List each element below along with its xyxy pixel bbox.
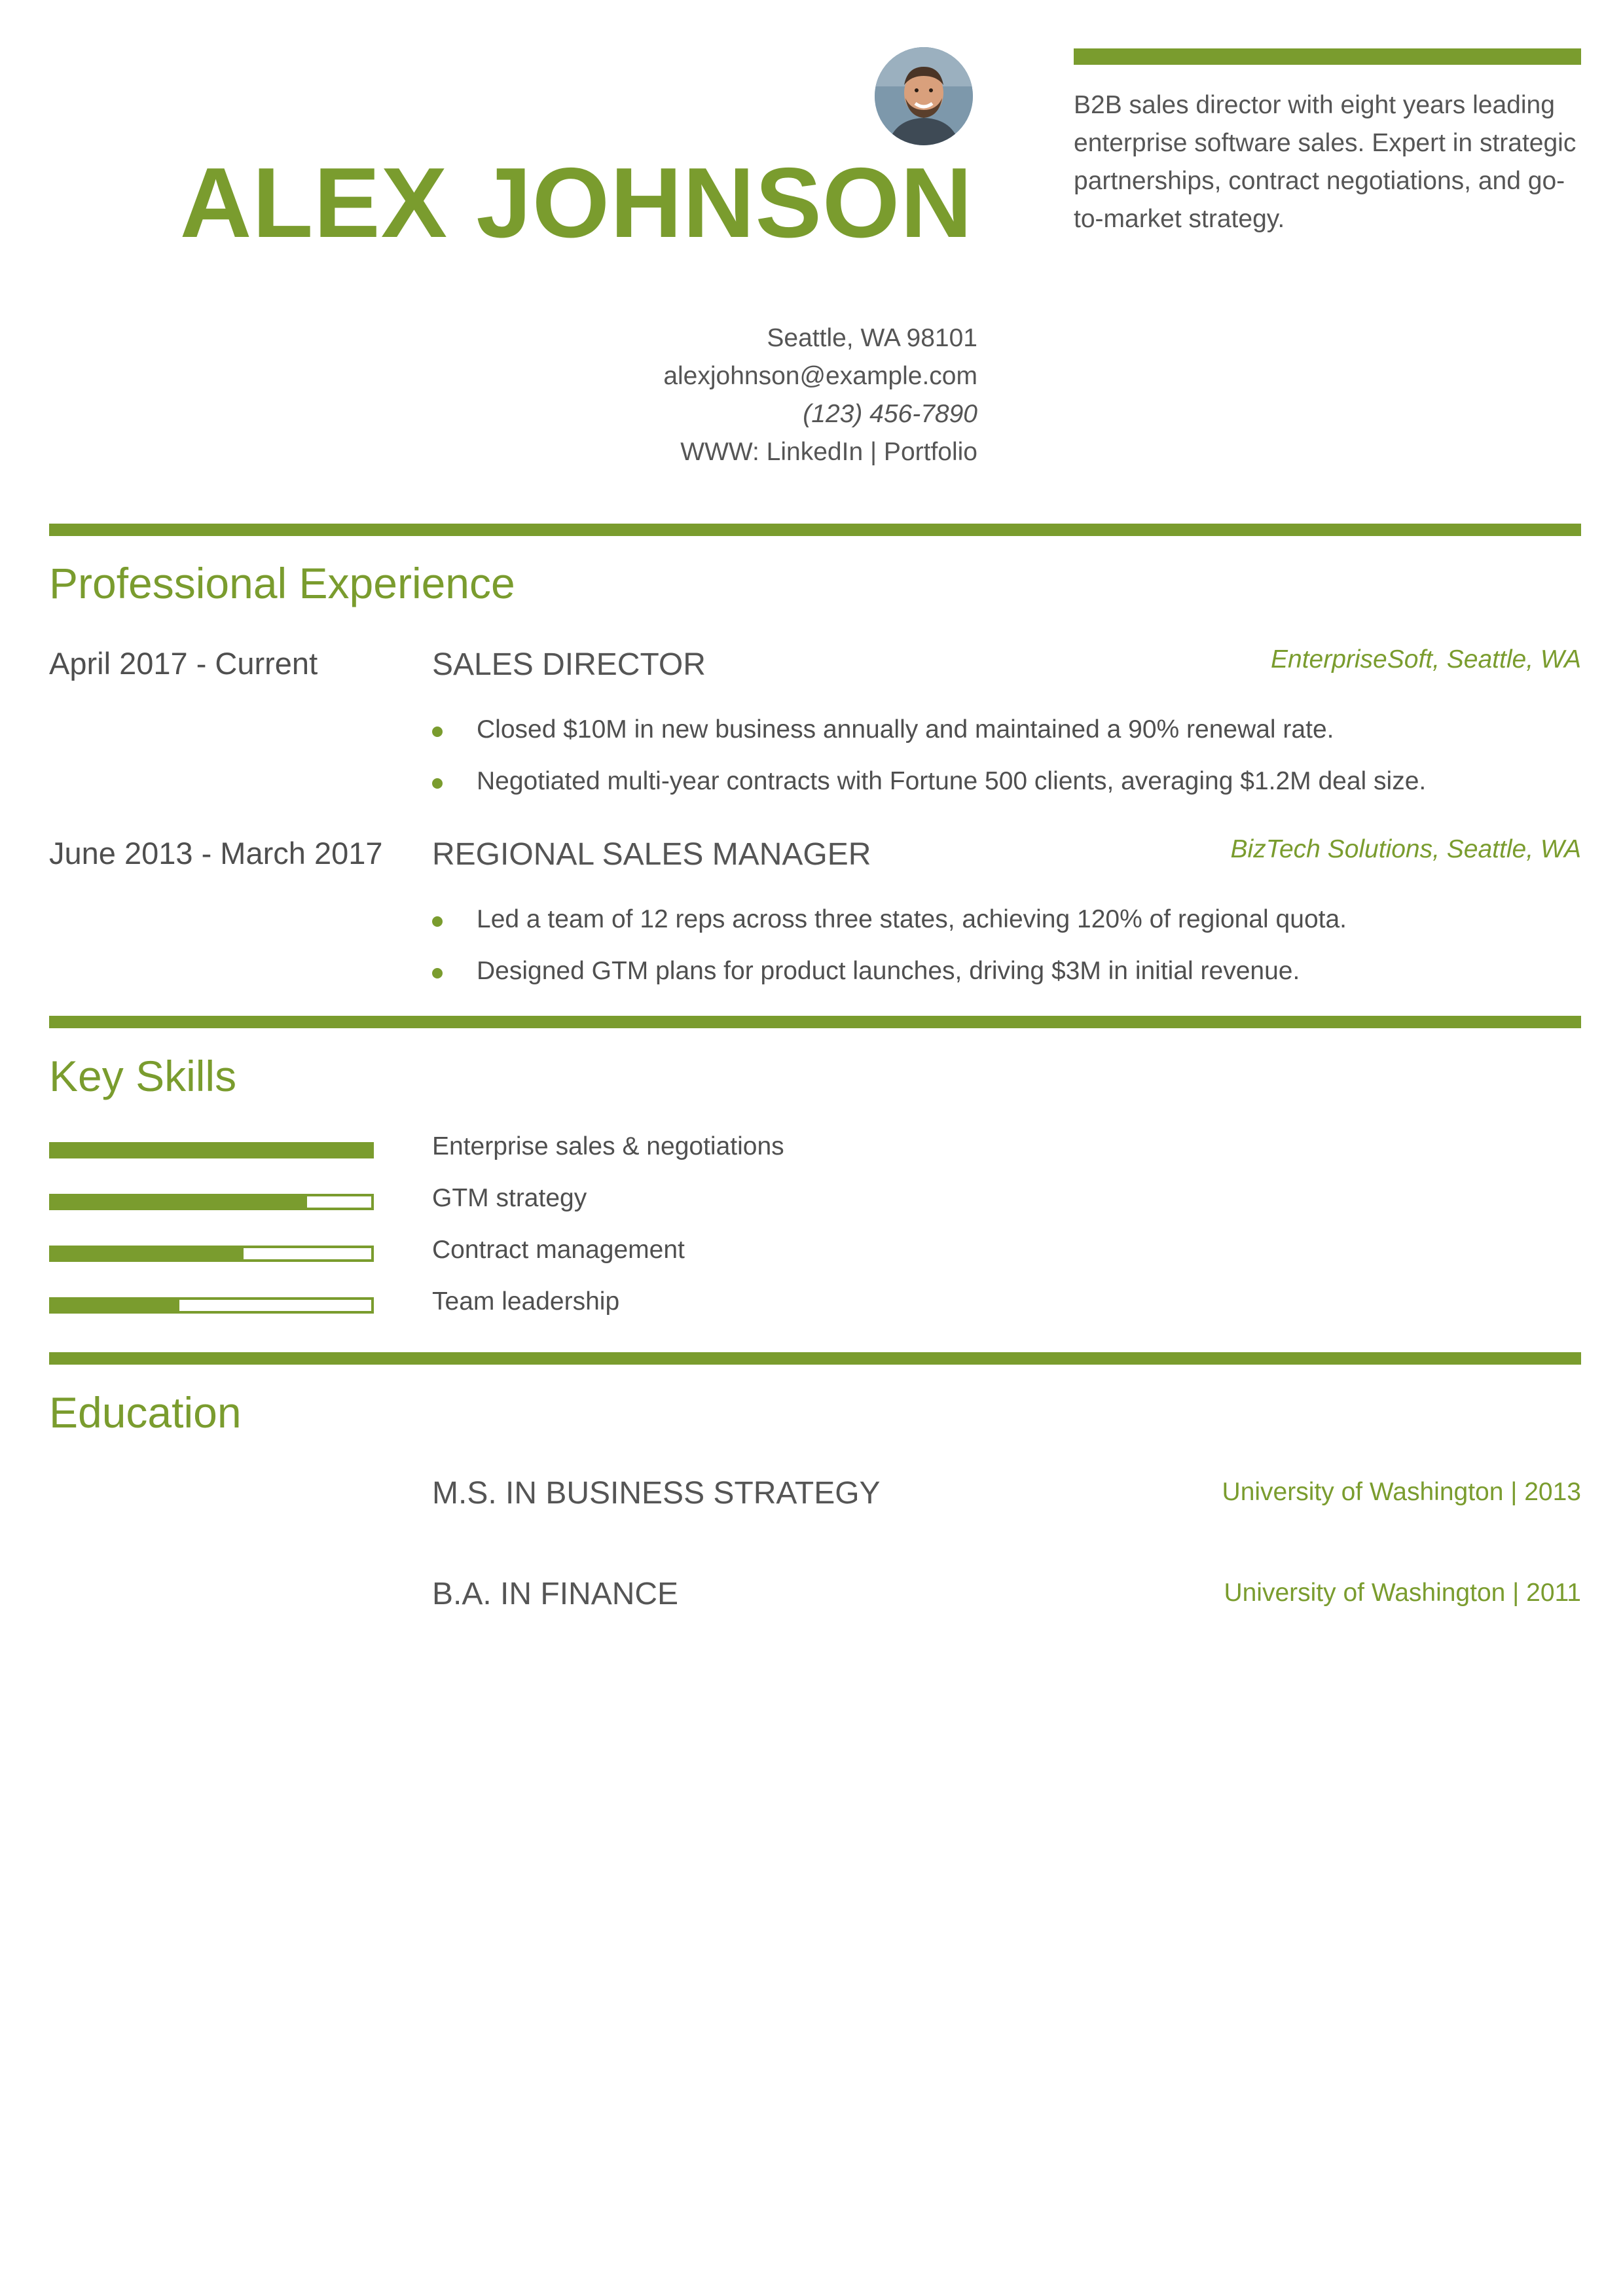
bullet-text: Negotiated multi-year contracts with Fortune 500 clients, averaging $1.2M deal size. bbox=[477, 767, 1427, 795]
job-dates: April 2017 - Current bbox=[49, 646, 318, 681]
bullet-text: Led a team of 12 reps across three states, achieving 120% of regional quota. bbox=[477, 905, 1347, 933]
candidate-name: ALEX JOHNSON bbox=[179, 147, 973, 259]
contact-address: Seattle, WA 98101 bbox=[767, 324, 977, 352]
degree-school: University of Washington | 2011 bbox=[1224, 1579, 1581, 1607]
skill-level-fill bbox=[52, 1248, 244, 1259]
bullet-icon bbox=[432, 726, 443, 737]
skill-level-bar bbox=[49, 1297, 374, 1314]
job-title: SALES DIRECTOR bbox=[432, 647, 706, 682]
skill-level-fill bbox=[52, 1145, 371, 1156]
header-accent-bar bbox=[1074, 48, 1581, 65]
job-dates: June 2013 - March 2017 bbox=[49, 836, 383, 870]
avatar bbox=[875, 47, 973, 145]
bullet-icon bbox=[432, 968, 443, 978]
contact-email[interactable]: alexjohnson@example.com bbox=[663, 362, 977, 390]
section-divider-experience bbox=[49, 524, 1581, 536]
section-title-education: Education bbox=[49, 1388, 242, 1437]
bullet-icon bbox=[432, 916, 443, 927]
degree-school: University of Washington | 2013 bbox=[1222, 1478, 1581, 1506]
degree-title: B.A. IN FINANCE bbox=[432, 1577, 679, 1611]
bullet-text: Closed $10M in new business annually and maintained a 90% renewal rate. bbox=[477, 715, 1334, 744]
job-company: BizTech Solutions, Seattle, WA bbox=[1230, 835, 1581, 863]
skill-level-bar bbox=[49, 1142, 374, 1158]
section-title-experience: Professional Experience bbox=[49, 559, 515, 607]
skill-level-bar bbox=[49, 1194, 374, 1210]
skill-label: GTM strategy bbox=[432, 1184, 587, 1212]
skill-level-fill bbox=[52, 1300, 179, 1311]
skill-level-fill bbox=[52, 1196, 307, 1208]
contact-phone[interactable]: (123) 456-7890 bbox=[803, 400, 977, 428]
profile-summary: B2B sales director with eight years leading enterprise software sales. Expert in strategic partnerships, contract negotiations, and go-to-market strategy. bbox=[1074, 91, 1577, 233]
profile-photo bbox=[875, 47, 973, 145]
bullet-icon bbox=[432, 778, 443, 789]
section-divider-skills bbox=[49, 1016, 1581, 1028]
contact-info bbox=[663, 319, 977, 471]
job-title: REGIONAL SALES MANAGER bbox=[432, 837, 871, 872]
skill-level-bar bbox=[49, 1246, 374, 1262]
skill-label: Team leadership bbox=[432, 1287, 620, 1316]
job-company: EnterpriseSoft, Seattle, WA bbox=[1271, 645, 1581, 673]
section-title-skills: Key Skills bbox=[49, 1052, 237, 1100]
section-divider-education bbox=[49, 1352, 1581, 1365]
bullet-text: Designed GTM plans for product launches, driving $3M in initial revenue. bbox=[477, 957, 1300, 985]
degree-title: M.S. IN BUSINESS STRATEGY bbox=[432, 1476, 881, 1511]
contact-web-links[interactable]: WWW: LinkedIn | Portfolio bbox=[680, 438, 977, 466]
skill-label: Contract management bbox=[432, 1236, 685, 1264]
skill-label: Enterprise sales & negotiations bbox=[432, 1132, 784, 1160]
